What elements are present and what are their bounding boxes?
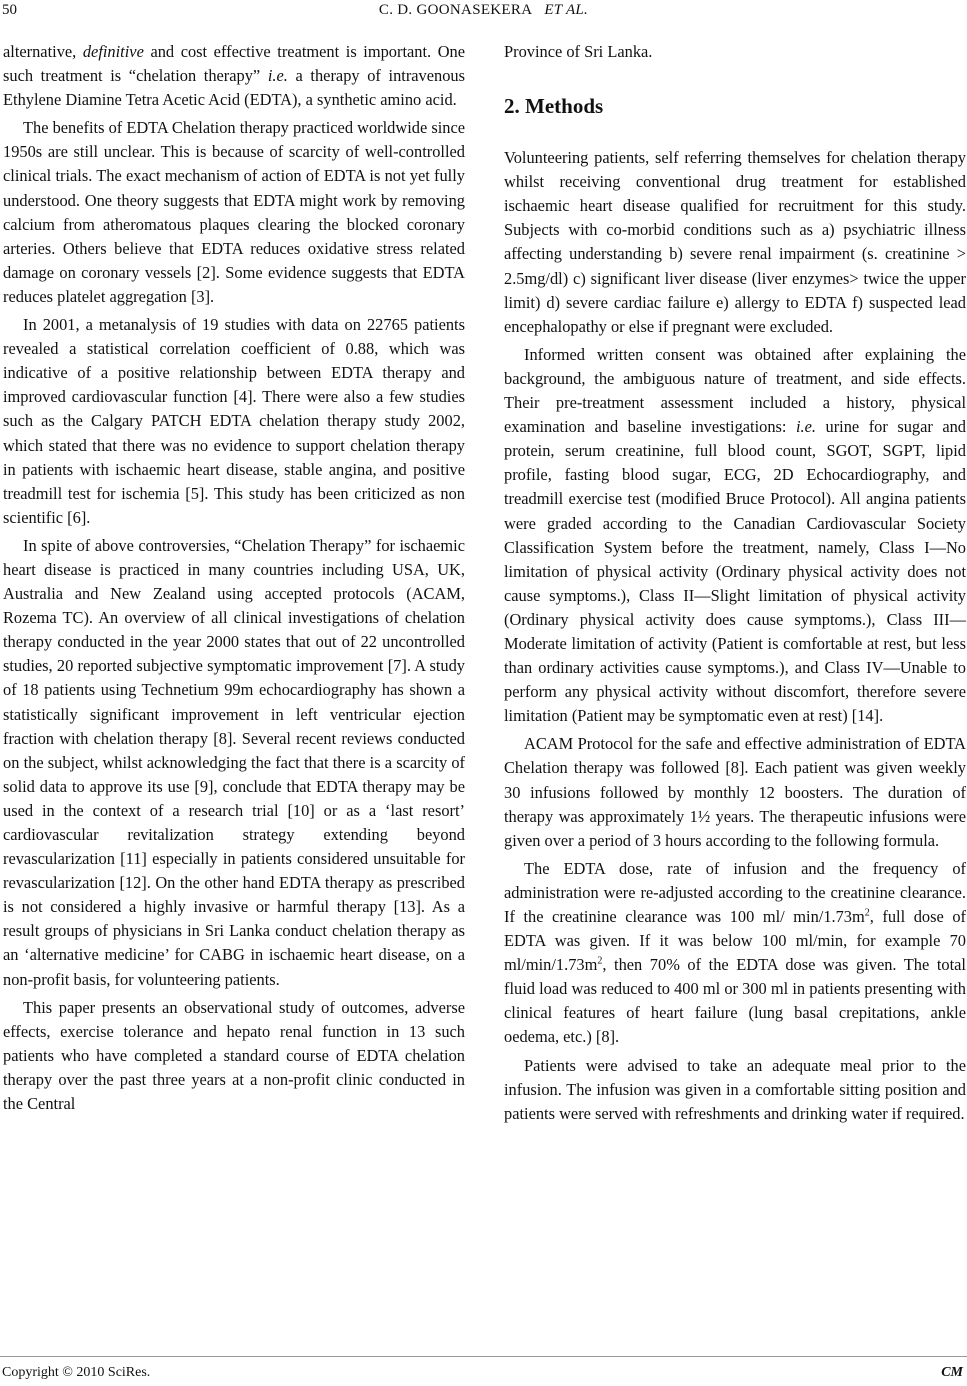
- running-title: [0, 2, 967, 19]
- paragraph: alternative, definitive and cost effective treatment is important. One such treatment is “chelation therapy” i.e. a therapy of intravenous Ethylene Diamine Tetra Acetic Acid (EDTA), a synthetic amino acid.: [3, 42, 466, 110]
- paragraph: In 2001, a metanalysis of 19 studies with data on 22765 patients revealed a statistical correlation coefficient of 0.88, which was indicative of a positive relationship between EDTA therapy and improved cardiovascular function [4]. There were also a few studies such as the Calgary PATCH EDTA chelation therapy study 2002, which stated that there was no evidence to support chelation therapy in patients with ischaemic heart disease, stable angina, and positive treadmill test for ischemia [5]. This study has been criticized as non scientific [6].: [3, 315, 465, 527]
- journal-abbrev: CM: [941, 1365, 963, 1380]
- section-heading: 2. Methods: [504, 94, 604, 119]
- paragraph: ACAM Protocol for the safe and effective administration of EDTA Chelation therapy was followed [8]. Each patient was given weekly 30 infusions followed by monthly 12 boosters. The duration of therapy was approximately 1½ years. The therapeutic infusions were given over a period of 3 hours according to the following formula.: [504, 734, 966, 850]
- footer-divider: [0, 1356, 967, 1357]
- paragraph: Patients were advised to take an adequate meal prior to the infusion. The infusion was given in a comfortable sitting position and patients were served with refreshments and drinking water if required.: [504, 1055, 966, 1123]
- paragraph: The benefits of EDTA Chelation therapy practiced worldwide since 1950s are still unclear. This is because of scarcity of well-controlled clinical trials. The exact mechanism of action of EDTA is not yet fully understood. One theory suggests that EDTA might work by removing calcium from atheromatous plaques clearing the blocked coronary arteries. Others believe that EDTA reduces oxidative stress related damage on coronary vessels [2]. Some evidence suggests that EDTA reduces platelet aggregation [3].: [3, 118, 465, 306]
- paragraph: The EDTA dose, rate of infusion and the frequency of administration were re-adjusted according to the creatinine clearance. If the creatinine clearance was 100 ml/ $\min/1.73m^2$, full dose of EDTA was given. If it was below 100 ml/min, for example 70 $ml/\min/1.73m^2$, then 70% of the EDTA dose was given. The total fluid load was reduced to 400 ml or 300 ml in patients presenting with clinical features of heart failure (lung basal crepitations, ankle oedema, etc.) [8].: [504, 858, 966, 1047]
- paragraph: Province of Sri Lanka.: [504, 42, 653, 61]
- left-column: [3, 40, 465, 1116]
- author-names: C. D. GOONASEKERA: [378, 2, 533, 18]
- copyright-notice: Copyright © 2010 SciRes.: [2, 1365, 151, 1380]
- right-column: [504, 40, 966, 1126]
- paragraph: Informed written consent was obtained after explaining the background, the ambiguous nature of treatment, and side effects. Their pre-treatment assessment included a history, physical examination and baseline investigations: i.e. urine for sugar and protein, serum creatinine, full blood count, SGOT, SGPT, lipid profile, fasting blood sugar, ECG, 2D Echocardiography, and treadmill exercise test (modified Bruce Protocol). All angina patients were graded according to the Canadian Cardiovascular Society Classification System before the treatment, namely, Class I—No limitation of physical activity (Ordinary physical activity does not cause symptoms.), Class II—Slight limitation of physical activity (Ordinary physical activity does cause symptoms.), Class III—Moderate limitation of activity (Patient is comfortable at rest, but less than ordinary activities cause symptoms.), and Class IV—Unable to perform any physical activity without discomfort, therefore severe limitation (Patient may be symptomatic even at rest) [14].: [504, 344, 966, 726]
- et-al: ET AL.: [544, 2, 589, 18]
- paragraph: Volunteering patients, self referring themselves for chelation therapy whilst receiving conventional drug treatment for established ischaemic heart disease qualified for recruitment for this study. Subjects with co-morbid conditions such as a) psychiatric illness affecting understanding b) severe renal impairment (s. creatinine > 2.5mg/dl) c) significant liver disease (liver enzymes> twice the upper limit) d) severe cardiac failure e) allergy to EDTA f) suspected lead encephalopathy or else if pregnant were excluded.: [504, 148, 966, 336]
- paragraph: In spite of above controversies, “Chelation Therapy” for ischaemic heart disease is practiced in many countries including USA, UK, Australia and New Zealand using accepted protocols (ACAM, Rozema TC). An overview of all clinical investigations of chelation therapy conducted in the year 2000 states that out of 22 uncontrolled studies, 20 reported subjective symptomatic improvement [7]. A study of 18 patients using Technetium 99m echocardiography has shown a statistically significant improvement in left ventricular ejection fraction with chelation therapy [8]. Several recent reviews conducted on the subject, whilst acknowledging the fact that there is a scarcity of solid data to approve its use [9], conclude that EDTA therapy may be used in the context of a research trial [10] or as a ‘last resort’ cardiovascular revitalization strategy extending beyond revascularization [11] especially in patients considered unsuitable for revascularization [12]. On the other hand EDTA therapy as prescribed is not considered a highly invasive or harmful therapy [13]. As a result groups of physicians in Sri Lanka conduct chelation therapy as an ‘alternative medicine’ for CABG in ischaemic heart disease, on a non-profit basis, for volunteering patients.: [3, 535, 465, 989]
- running-header: [0, 0, 967, 24]
- page-number: 50: [2, 2, 17, 18]
- paragraph: This paper presents an observational study of outcomes, adverse effects, exercise tolerance and hepato renal function in 13 such patients who have completed a standard course of EDTA chelation therapy over the past three years at a non-profit clinic conducted in the Central: [3, 997, 465, 1114]
